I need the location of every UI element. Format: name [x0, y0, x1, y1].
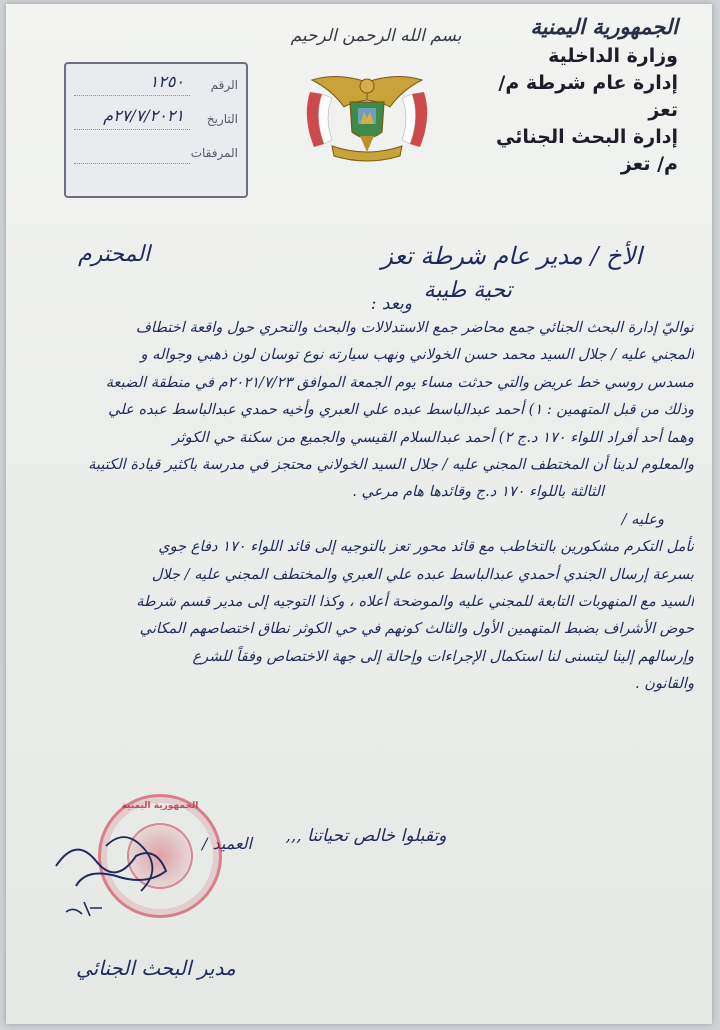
- signature-label: العميد /: [202, 834, 252, 853]
- body-line: الثالثة باللواء ١٧٠ د.ج وقائدها هام مرعي .: [352, 483, 604, 501]
- cid-admin-name: إدارة البحث الجنائي م/ تعز: [496, 126, 678, 175]
- stamp-text: الجمهورية اليمنية: [121, 801, 199, 811]
- eagle-emblem-icon: [292, 62, 442, 172]
- reference-box: [64, 62, 248, 198]
- police-admin-name: إدارة عام شرطة م/ تعز: [498, 72, 678, 121]
- dotted-line: [74, 163, 190, 164]
- reference-attachments-row: [74, 140, 238, 170]
- reference-number-label: الرقم: [210, 78, 238, 92]
- closing-line: وتقبلوا خالص تحياتنا ,,,: [285, 826, 447, 846]
- republic-title: الجمهورية اليمنية: [530, 14, 678, 39]
- reference-date-value: ٢٧/٧/٢٠٢١م: [103, 106, 184, 125]
- bismillah: بسم الله الرحمن الرحيم: [290, 26, 462, 46]
- letter-body: [16, 314, 694, 698]
- reference-number-row: [74, 72, 238, 102]
- body-line: وإرسالهم إلينا ليتسنى لنا استكمال الإجراءات وإحالة إلى جهة الاختصاص وفقاً للشرع: [192, 647, 694, 665]
- body-line: السيد مع المنهوبات التابعة للمجني عليه والموضحة أعلاه ، وكذا التوجيه إلى مدير قسم شرطة: [136, 593, 694, 611]
- body-line: بسرعة إرسال الجندي أحمدي عبدالباسط عبده علي العبري والمختطف المجني عليه / جلال: [151, 565, 694, 583]
- body-line: وذلك من قبل المتهمين : ١) أحمد عبدالباسط عبده علي العبري وأخيه حمدي عبدالباسط عبده علي: [108, 401, 694, 419]
- reference-date-label: التاريخ: [206, 112, 238, 126]
- greeting: تحية طيبة: [423, 278, 512, 303]
- ministry-name: وزارة الداخلية: [548, 45, 678, 67]
- reference-number-value: ١٢٥٠: [149, 72, 184, 91]
- body-line: والقانون .: [635, 675, 694, 693]
- reference-attachments-label: المرفقات: [190, 146, 238, 160]
- letter-page: [6, 4, 712, 1024]
- dotted-line: [74, 129, 190, 130]
- body-line: وعليه /: [621, 510, 664, 528]
- reference-date-row: [74, 106, 238, 136]
- respected-word: المحترم: [78, 242, 151, 267]
- body-line: نأمل التكرم مشكورين بالتخاطب مع قائد محور تعز بالتوجيه إلى قائد اللواء ١٧٠ دفاع جوي: [158, 538, 694, 556]
- letterhead: [478, 14, 678, 178]
- signatory-title: مدير البحث الجنائي: [76, 956, 236, 980]
- body-line: حوض الأشراف بضبط المتهمين الأول والثالث كونهم في حي الكوثر نطاق اختصاصهم المكاني: [139, 620, 694, 638]
- dotted-line: [74, 95, 190, 96]
- handwritten-signature-icon: [46, 816, 186, 926]
- body-line: تواليّ إدارة البحث الجنائي جمع محاضر جمع الاستدلالات والبحث والتحري حول واقعة اختطاف: [135, 319, 694, 336]
- body-line: وهما أحد أفراد اللواء ١٧٠ د.ج ٢) أحمد عبدالسلام القيسي والجميع من سكنة حي الكوثر: [172, 428, 694, 446]
- body-line: المجني عليه / جلال السيد محمد حسن الخولاني ونهب سيارته نوع توسان لون ذهبي وجواله و: [140, 346, 694, 364]
- body-line: والمعلوم لدينا أن المختطف المجني عليه / جلال السيد الخولاني محتجز في مدرسة باكثير قيادة الكتيبة: [88, 456, 694, 474]
- body-line: مسدس روسي خط عريض والتي حدثت مساء يوم الجمعة الموافق ٢٠٢١/٧/٢٣م في منطقة الضبعة: [105, 373, 694, 391]
- wabad: وبعد :: [370, 294, 412, 314]
- salutation: الأخ / مدير عام شرطة تعز: [381, 242, 642, 270]
